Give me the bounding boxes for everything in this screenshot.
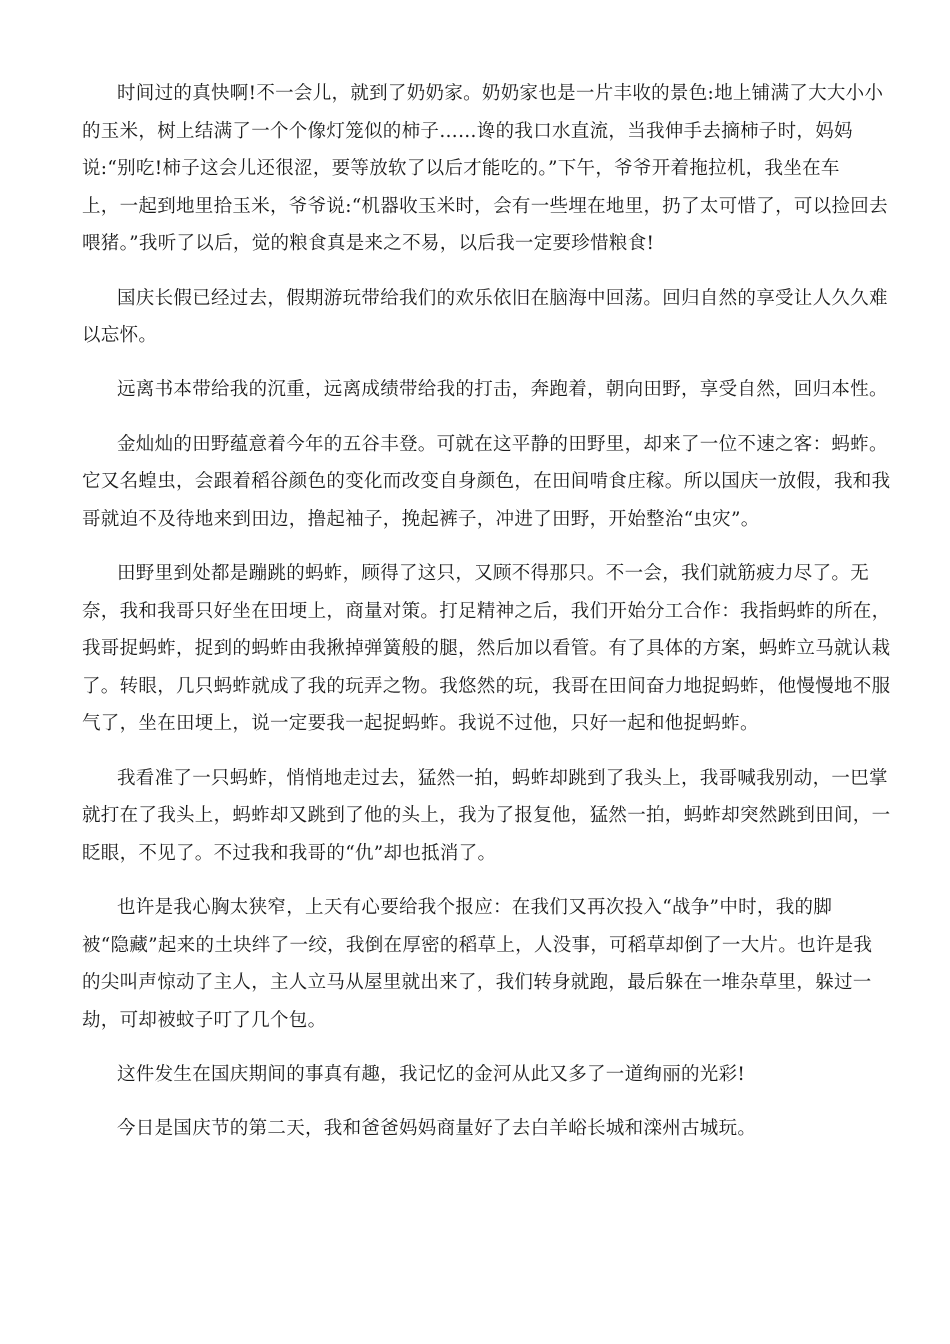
paragraph-line: 我哥捉蚂蚱，捉到的蚂蚱由我揪掉弹簧般的腿，然后加以看管。有了具体的方案，蚂蚱立马就认栽 [82,638,891,660]
paragraph-line: 的玉米，树上结满了一个个像灯笼似的柿子……谗的我口水直流，当我伸手去摘柿子时，妈妈 [82,120,853,142]
paragraph-line: 被“隐藏”起来的土块绊了一绞，我倒在厚密的稻草上，人没事，可稻草却倒了一大片。也许是我 [82,934,873,956]
paragraph-first-line: 这件发生在国庆期间的事真有趣，我记忆的金河从此又多了一道绚丽的光彩! [117,1064,746,1085]
paragraph-line: 哥就迫不及待地来到田边，撸起袖子，挽起裤子，冲进了田野，开始整治“虫灾”。 [82,508,760,530]
paragraph-first-line: 金灿灿的田野蕴意着今年的五谷丰登。可就在这平静的田野里，却来了一位不速之客：蚂蚱。 [117,433,888,455]
paragraph-first-line: 时间过的真快啊!不一会儿，就到了奶奶家。奶奶家也是一片丰收的景色:地上铺满了大大小小 [117,83,884,104]
paragraph-first-line: 今日是国庆节的第二天，我和爸爸妈妈商量好了去白羊峪长城和滦州古城玩。 [117,1118,757,1140]
paragraph-first-line: 也许是我心胸太狭窄，上天有心要给我个报应：在我们又再次投入“战争”中时，我的脚 [117,897,833,918]
paragraph-line: 奈，我和我哥只好坐在田埂上，商量对策。打足精神之后，我们开始分工合作：我指蚂蚱的所在， [82,600,891,622]
paragraph-first-line: 远离书本带给我的沉重，远离成绩带给我的打击，奔跑着，朝向田野，享受自然，回归本性。 [117,379,888,401]
paragraph-first-line: 田野里到处都是蹦跳的蚂蚱，顾得了这只，又顾不得那只。不一会，我们就筋疲力尽了。无 [117,563,870,584]
paragraph-line: 说:“别吃!柿子这会儿还很涩，要等放软了以后才能吃的。”下午，爷爷开着拖拉机，我坐在车 [82,158,840,180]
paragraph-line: 眨眼，不见了。不过我和我哥的“仇”却也抵消了。 [82,842,497,864]
paragraph-line: 以忘怀。 [82,325,158,347]
paragraph-line: 的尖叫声惊动了主人，主人立马从屋里就出来了，我们转身就跑，最后躲在一堆杂草里，躲过一 [82,972,872,994]
paragraph-line: 气了，坐在田埂上，说一定要我一起捉蚂蚱。我说不过他，只好一起和他捉蚂蚱。 [82,713,759,735]
paragraph-line: 了。转眼，几只蚂蚱就成了我的玩弄之物。我悠然的玩，我哥在田间奋力地捉蚂蚱，他慢慢地不服 [82,675,891,697]
paragraph-line: 喂猪。”我听了以后，觉的粮食真是来之不易，以后我一定要珍惜粮食! [82,233,655,255]
paragraph-line: 劫，可却被蚊子叮了几个包。 [82,1009,327,1031]
paragraph-line: 上，一起到地里拾玉米，爷爷说:“机器收玉米时，会有一些埋在地里，扔了太可惜了，可以捡回去 [82,195,888,217]
paragraph-first-line: 我看准了一只蚂蚱，悄悄地走过去，猛然一拍，蚂蚱却跳到了我头上，我哥喊我别动，一巴掌 [117,767,888,789]
paragraph-line: 它又名蝗虫，会跟着稻谷颜色的变化而改变自身颜色，在田间啃食庄稼。所以国庆一放假，我和我 [82,471,891,493]
paragraph-first-line: 国庆长假已经过去，假期游玩带给我们的欢乐依旧在脑海中回荡。回归自然的享受让人久久难 [117,287,888,309]
paragraph-line: 就打在了我头上，蚂蚱却又跳到了他的头上，我为了报复他，猛然一拍，蚂蚱却突然跳到田间，一 [82,805,891,827]
